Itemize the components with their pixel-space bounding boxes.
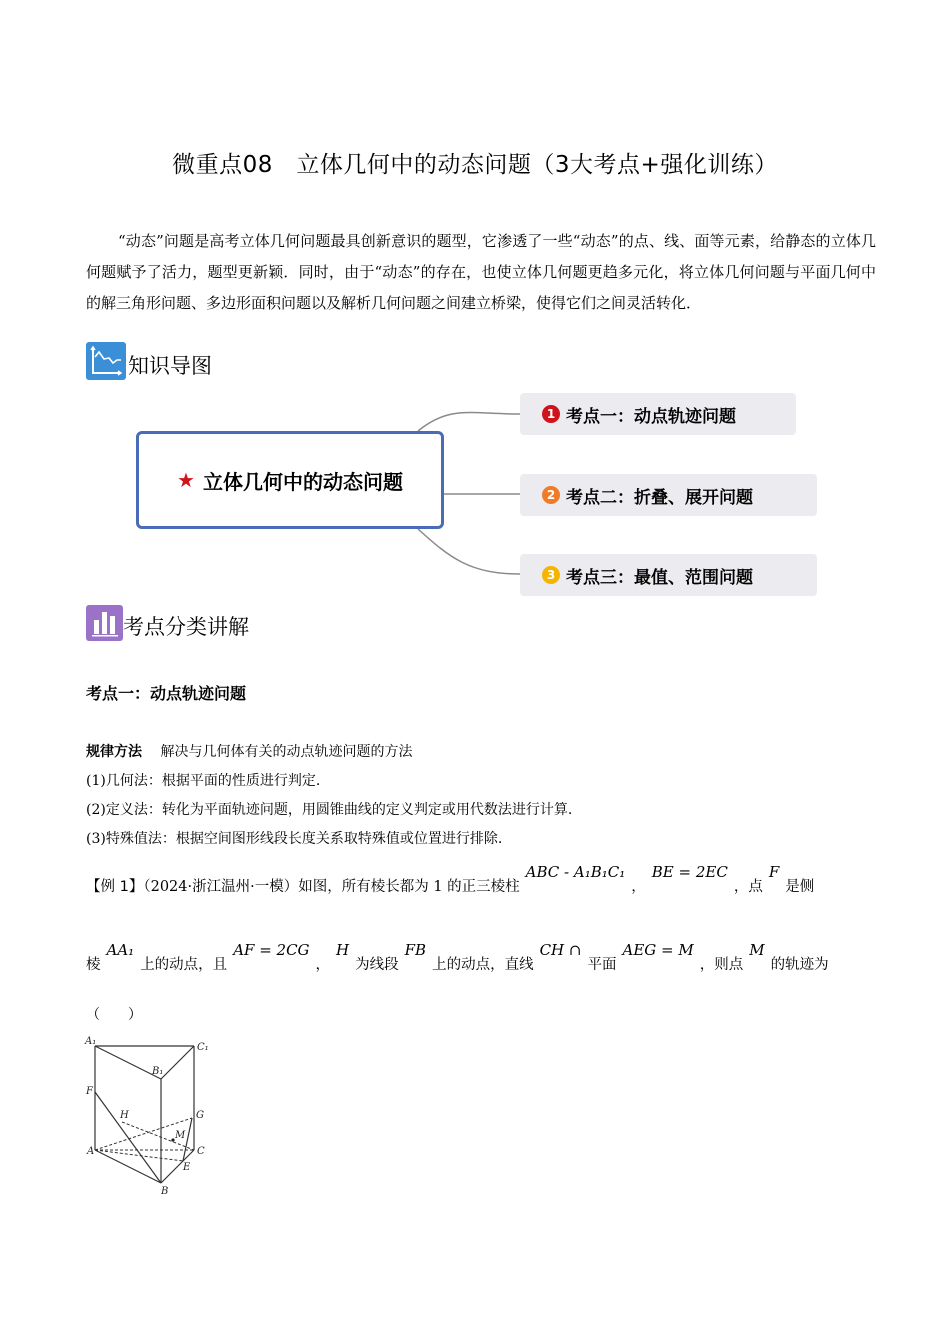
- kaodian-1-title: 考点一：动点轨迹问题: [86, 684, 247, 703]
- method-item: (2)定义法：转化为平面轨迹问题，用圆锥曲线的定义判定或用代数法进行计算.: [86, 802, 573, 818]
- example-text: 是侧: [785, 879, 815, 895]
- rule-label: 规律方法: [86, 744, 142, 760]
- answer-blank: （ ）: [86, 1007, 142, 1023]
- example-text: 为线段: [355, 957, 399, 973]
- label-e: E: [183, 1162, 191, 1173]
- classify-heading: [86, 605, 249, 641]
- method-item: (3)特殊值法：根据空间图形线段长度关系取特殊值或位置进行排除.: [86, 831, 503, 847]
- label-c: C: [197, 1146, 205, 1157]
- mindmap-node-label: 考点一：动点轨迹问题: [566, 406, 736, 427]
- example-1-line-2: [86, 941, 876, 984]
- math-ch: CH ∩: [539, 941, 582, 959]
- classify-heading-text: 考点分类讲解: [123, 615, 249, 639]
- label-c1: C₁: [197, 1042, 209, 1053]
- math-af: AF = 2CG: [233, 941, 310, 959]
- rule-text: 解决与几何体有关的动点轨迹问题的方法: [160, 744, 413, 760]
- label-a1: A₁: [85, 1036, 97, 1047]
- example-text: 如图，所有棱长都为 1 的正三棱柱: [298, 879, 520, 895]
- example-text: 上的动点，且: [140, 957, 228, 973]
- prism-figure: [84, 1032, 224, 1197]
- method-item: (1)几何法：根据平面的性质进行判定.: [86, 773, 321, 789]
- example-text: ，: [315, 957, 331, 973]
- label-f: F: [86, 1086, 93, 1097]
- math-m: M: [749, 941, 765, 959]
- label-g: G: [196, 1110, 204, 1121]
- label-h: H: [120, 1110, 129, 1121]
- rule-method-block: [86, 738, 886, 854]
- page-title: 微重点08 立体几何中的动态问题（3大考点+强化训练）: [172, 152, 778, 178]
- rule-line: [86, 738, 886, 767]
- math-be: BE = 2EC: [651, 863, 728, 881]
- mindmap-node-label: 考点二：折叠、展开问题: [566, 487, 753, 508]
- label-m: M: [175, 1130, 186, 1141]
- label-b1: B₁: [152, 1066, 164, 1077]
- label-a: A: [87, 1146, 95, 1157]
- example-text: ，: [631, 879, 646, 895]
- number-badge-icon: 3: [542, 566, 560, 584]
- math-h: H: [336, 941, 350, 959]
- math-fb: FB: [404, 941, 427, 959]
- mindmap-node-label: 考点三：最值、范围问题: [566, 567, 753, 588]
- bar-chart-icon: [86, 605, 123, 641]
- example-tag: 【例 1】: [86, 879, 144, 895]
- example-text: 上的动点，直线: [432, 957, 534, 973]
- mindmap-root-node: [136, 431, 444, 529]
- math-aeg: AEG = M: [622, 941, 694, 959]
- star-icon: ★: [177, 468, 195, 492]
- example-text: 平面: [587, 957, 617, 973]
- example-text: 的轨迹为: [770, 957, 829, 973]
- mindmap-node-3: [520, 554, 817, 596]
- math-f: F: [768, 863, 780, 881]
- example-text: ，则点: [699, 957, 744, 973]
- label-b: B: [161, 1186, 169, 1197]
- example-text: 棱: [86, 957, 101, 973]
- mindmap-root-label: 立体几何中的动态问题: [202, 469, 403, 494]
- math-prism: ABC - A₁B₁C₁: [525, 863, 626, 881]
- number-badge-icon: 2: [542, 486, 560, 504]
- example-text: ，点: [733, 879, 763, 895]
- mindmap-node-2: [520, 474, 817, 516]
- mindmap-heading-text: 知识导图: [128, 354, 212, 378]
- math-aa1: AA₁: [106, 941, 135, 959]
- number-badge-icon: 1: [542, 405, 560, 423]
- example-source: （2024·浙江温州·一模）: [143, 879, 299, 895]
- intro-paragraph: “动态”问题是高考立体几何问题最具创新意识的题型，它渗透了一些“动态”的点、线、面等元素，给静态的立体几何题赋予了活力，题型更新颖．同时，由于“动态”的存在，也使立体几何题更趋多元化，将立体几何问题与平面几何中的解三角形问题、多边形面积问题以及解析几何问题之间建立桥梁，使得它们之间灵活转化．: [86, 232, 876, 312]
- example-1-line-1: [86, 863, 876, 906]
- mindmap-node-1: [520, 393, 796, 435]
